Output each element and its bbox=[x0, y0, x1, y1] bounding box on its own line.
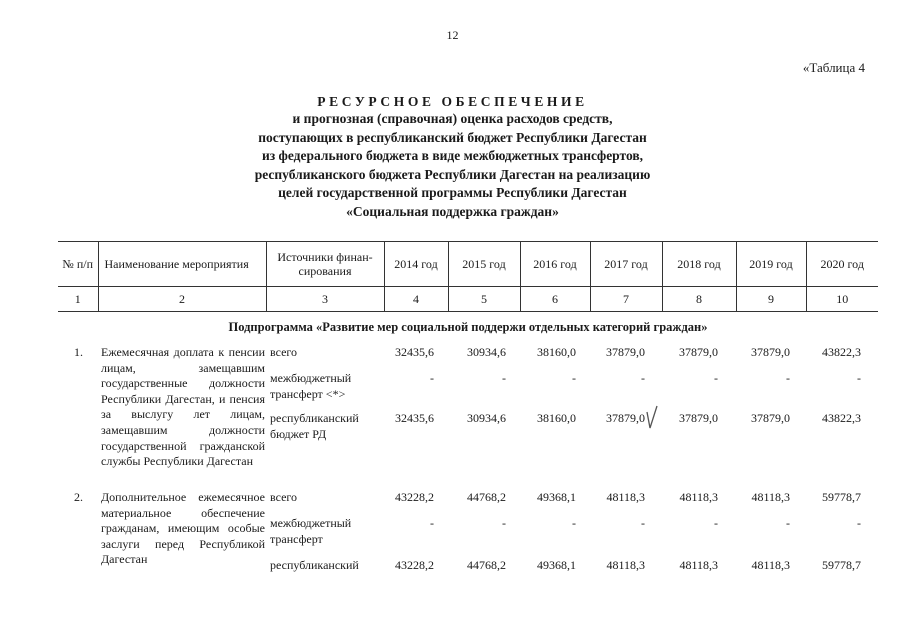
value-cell: - bbox=[572, 371, 576, 385]
value-cell: - bbox=[641, 516, 645, 530]
value-cell: 49368,1 bbox=[537, 490, 576, 504]
value-cell: 43822,3 bbox=[822, 345, 861, 359]
row-number: 2. bbox=[74, 490, 83, 504]
value-cell: 43822,3 bbox=[822, 411, 861, 425]
resource-table bbox=[58, 241, 878, 312]
value-cell: 43228,2 bbox=[395, 558, 434, 572]
header-year: 2016 год bbox=[520, 242, 590, 287]
column-number-row bbox=[58, 287, 878, 312]
header-year: 2015 год bbox=[448, 242, 520, 287]
header-year: 2014 год bbox=[384, 242, 448, 287]
value-cell: 38160,0 bbox=[537, 345, 576, 359]
value-cell: - bbox=[714, 371, 718, 385]
header-year: 2020 год bbox=[806, 242, 878, 287]
source-label: республиканский bbox=[270, 558, 359, 572]
page-number: 12 bbox=[446, 28, 459, 42]
column-number: 5 bbox=[448, 287, 520, 312]
column-number: 1 bbox=[58, 287, 98, 312]
column-number: 4 bbox=[384, 287, 448, 312]
value-cell: - bbox=[572, 516, 576, 530]
activity-name: Дополнительное ежемесячное материальное обеспечение гражданам, имеющим особые заслуги перед Республикой Дагестан bbox=[101, 490, 265, 567]
title-line: поступающих в республиканский бюджет Республики Дагестан bbox=[258, 129, 647, 145]
value-cell: 30934,6 bbox=[467, 345, 506, 359]
source-label: межбюджетный трансферт bbox=[270, 516, 352, 546]
table-header-row bbox=[58, 242, 878, 287]
value-cell: 48118,3 bbox=[751, 490, 790, 504]
title-main: РЕСУРСНОЕ ОБЕСПЕЧЕНИЕ bbox=[317, 94, 588, 109]
header-name: Наименование мероприятия bbox=[98, 242, 266, 287]
header-year: 2018 год bbox=[662, 242, 736, 287]
value-cell: 59778,7 bbox=[822, 558, 861, 572]
value-cell: 37879,0 bbox=[606, 411, 645, 425]
value-cell: - bbox=[641, 371, 645, 385]
value-cell: 37879,0 bbox=[606, 345, 645, 359]
value-cell: 37879,0 bbox=[679, 345, 718, 359]
value-cell: 48118,3 bbox=[606, 558, 645, 572]
value-cell: - bbox=[430, 371, 434, 385]
column-number: 9 bbox=[736, 287, 806, 312]
value-cell: 48118,3 bbox=[679, 558, 718, 572]
source-label: всего bbox=[270, 345, 298, 359]
table-reference: «Таблица 4 bbox=[802, 60, 865, 75]
value-cell: 43228,2 bbox=[395, 490, 434, 504]
checkmark-icon bbox=[645, 404, 659, 432]
value-cell: - bbox=[430, 516, 434, 530]
header-source: Источники финан-сирования bbox=[266, 242, 384, 287]
value-cell: 48118,3 bbox=[606, 490, 645, 504]
column-number: 3 bbox=[266, 287, 384, 312]
value-cell: - bbox=[786, 516, 790, 530]
document-title bbox=[0, 93, 905, 221]
value-cell: 49368,1 bbox=[537, 558, 576, 572]
value-cell: 37879,0 bbox=[751, 411, 790, 425]
header-num: № п/п bbox=[58, 242, 98, 287]
value-cell: 38160,0 bbox=[537, 411, 576, 425]
value-cell: 59778,7 bbox=[822, 490, 861, 504]
header-year: 2019 год bbox=[736, 242, 806, 287]
value-cell: - bbox=[502, 371, 506, 385]
title-line: и прогнозная (справочная) оценка расходов средств, bbox=[292, 111, 613, 126]
header-year: 2017 год bbox=[590, 242, 662, 287]
value-cell: - bbox=[857, 371, 861, 385]
column-number: 10 bbox=[806, 287, 878, 312]
value-cell: - bbox=[786, 371, 790, 385]
title-line: республиканского бюджета Республики Дагестан на реализацию bbox=[254, 166, 651, 182]
column-number: 6 bbox=[520, 287, 590, 312]
value-cell: 44768,2 bbox=[467, 490, 506, 504]
title-line: «Социальная поддержка граждан» bbox=[346, 203, 559, 219]
column-number: 7 bbox=[590, 287, 662, 312]
value-cell: 37879,0 bbox=[751, 345, 790, 359]
value-cell: 48118,3 bbox=[679, 490, 718, 504]
value-cell: 44768,2 bbox=[467, 558, 506, 572]
subprogram-heading: Подпрограмма «Развитие мер социальной поддержи отдельных категорий граждан» bbox=[228, 320, 708, 334]
value-cell: 37879,0 bbox=[679, 411, 718, 425]
row-number: 1. bbox=[74, 345, 83, 359]
value-cell: 32435,6 bbox=[395, 411, 434, 425]
value-cell: 30934,6 bbox=[467, 411, 506, 425]
value-cell: - bbox=[502, 516, 506, 530]
source-label: межбюджетный трансферт <*> bbox=[270, 371, 352, 401]
activity-name: Ежемесячная доплата к пенсии лицам, замещавшим государственные должности Республики Дагестан, и пенсия за выслугу лет лицам, замещавшим должности государственной гражданской службы Республики Дагестан bbox=[101, 345, 265, 469]
value-cell: 48118,3 bbox=[751, 558, 790, 572]
source-label: республиканский бюджет РД bbox=[270, 411, 359, 441]
column-number: 8 bbox=[662, 287, 736, 312]
value-cell: - bbox=[714, 516, 718, 530]
value-cell: 32435,6 bbox=[395, 345, 434, 359]
column-number: 2 bbox=[98, 287, 266, 312]
title-line: из федерального бюджета в виде межбюджетных трансфертов, bbox=[261, 148, 644, 163]
title-line: целей государственной программы Республики Дагестан bbox=[278, 185, 627, 200]
source-label: всего bbox=[270, 490, 298, 504]
value-cell: - bbox=[857, 516, 861, 530]
